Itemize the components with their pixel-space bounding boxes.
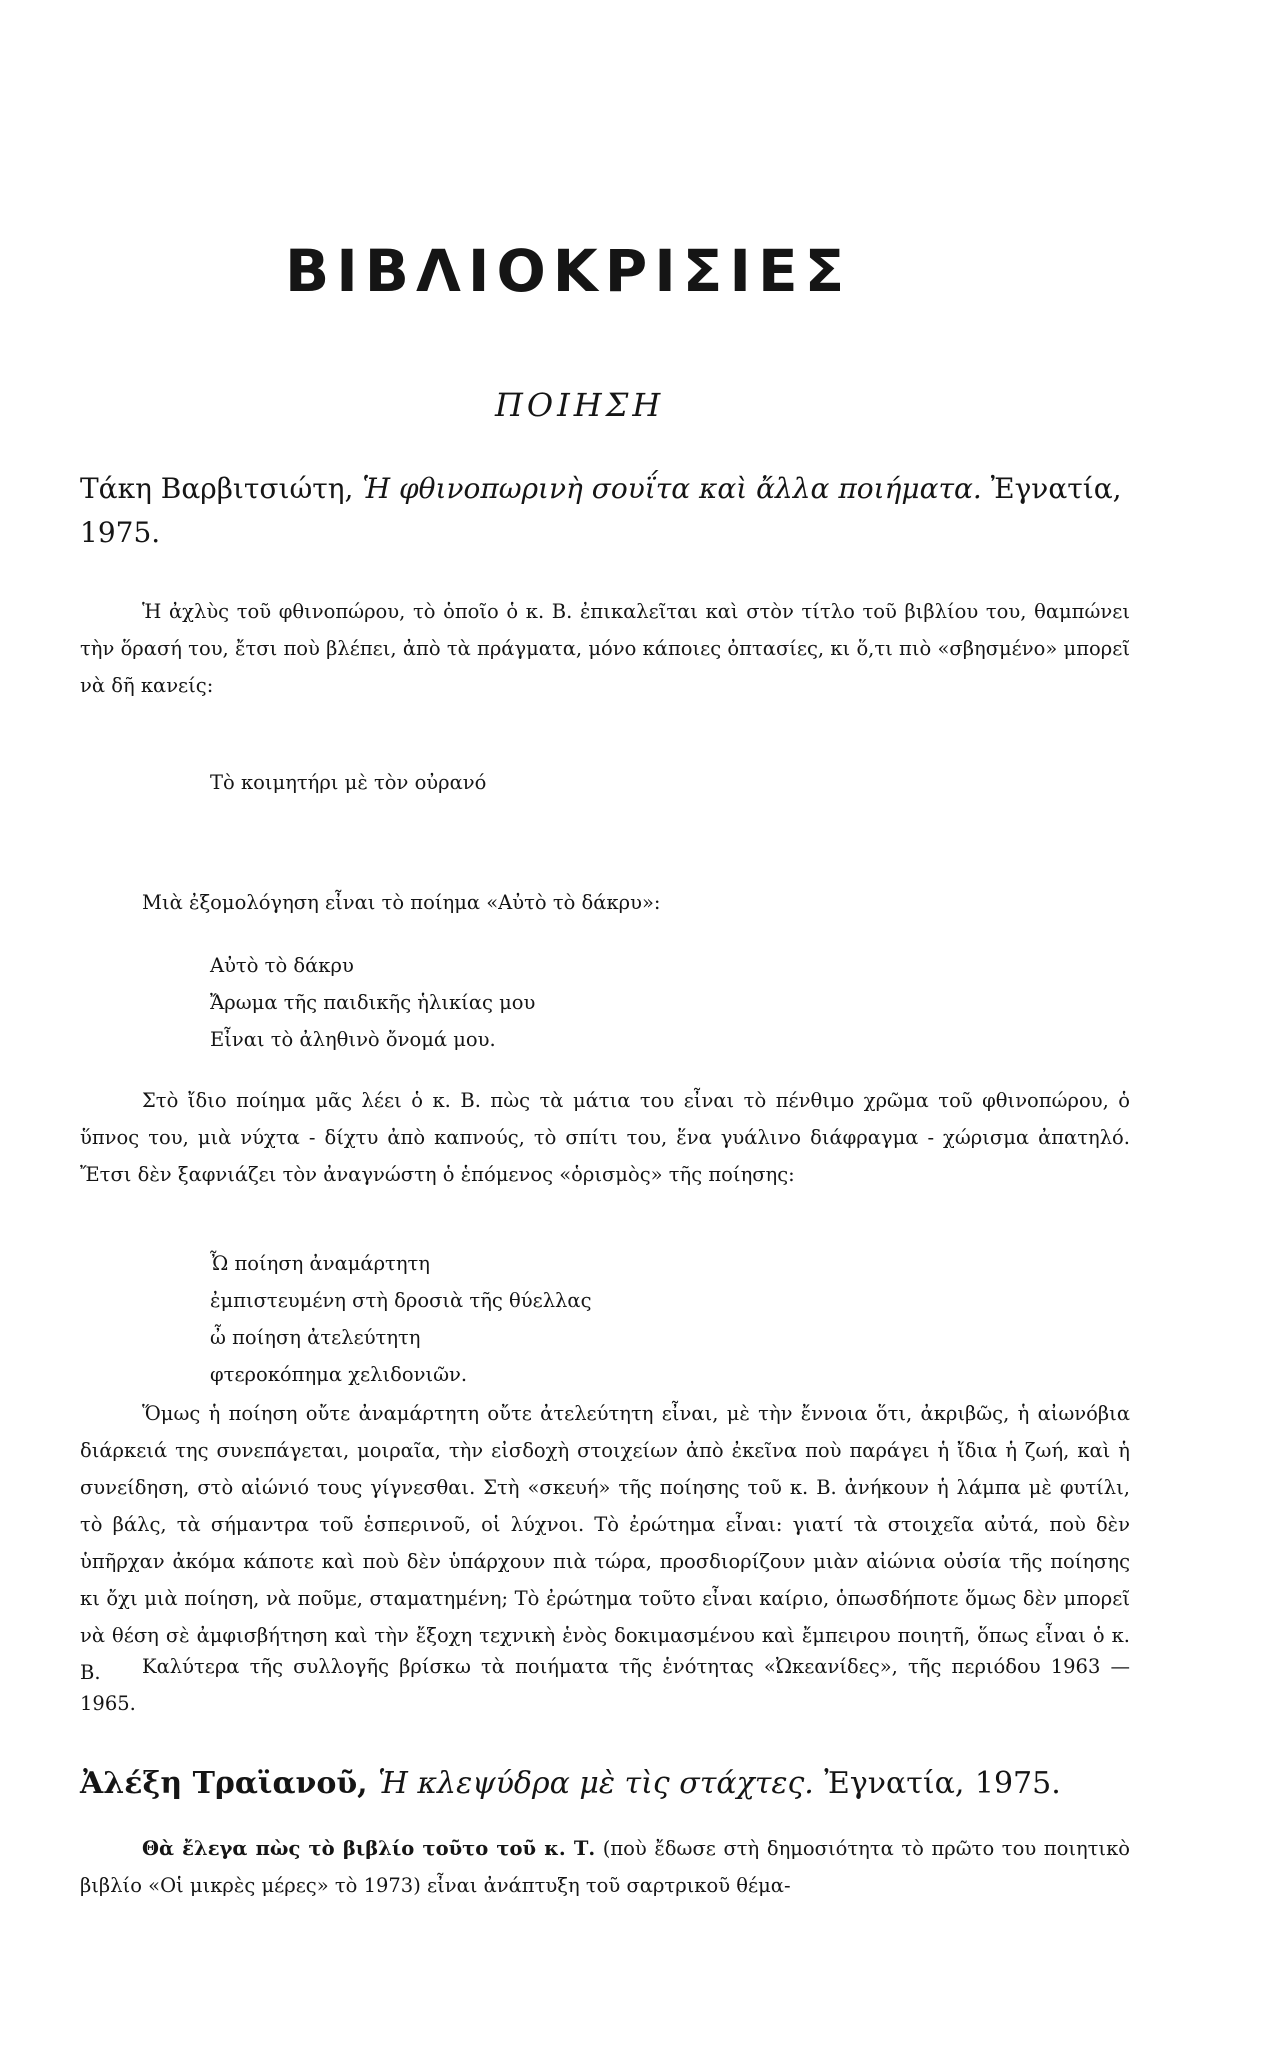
section-heading: ΠΟΙΗΣΗ [495,386,665,424]
book-page [80,0,1130,2048]
book-reference-2 [80,1762,1130,1806]
verse-line: Ἄρωμα τῆς παιδικῆς ἡλικίας μου [210,991,536,1014]
book-reference-1 [80,467,1130,555]
review-paragraph: Μιὰ ἐξομολόγηση εἶναι τὸ ποίημα «Αὐτὸ τὸ δάκρυ»: [142,891,661,914]
author-name: Τάκη Βαρβιτσιώτη, [80,472,354,505]
author-name: Ἀλέξη Τραϊανοῦ, [80,1766,368,1801]
publisher: Ἐγνατία, [824,1766,965,1801]
verse-line: ἐμπιστευμένη στὴ δροσιὰ τῆς θύελλας [210,1289,592,1312]
poem-stanza [210,947,1010,1058]
review-paragraph [80,1830,1130,1904]
verse-line: ὦ ποίηση ἀτελεύτητη [210,1326,421,1349]
paragraph-text: (ποὺ ἔδωσε στὴ δημοσιότητα τὸ πρῶτο του ποιητικὸ βιβλίο «Οἱ μικρὲς μέρες» τὸ 1973) εἶναι ἀνάπτυξη τοῦ σαρτρικοῦ θέμα- [80,1837,1131,1897]
publisher: Ἐγνατία, [990,472,1122,505]
verse-line: φτεροκόπημα χελιδονιῶν. [210,1363,468,1386]
book-title: Ἡ φθινοπωρινὴ σουΐτα καὶ ἄλλα ποιήματα. [362,472,982,505]
review-paragraph: Στὸ ἴδιο ποίημα μᾶς λέει ὁ κ. Β. πὼς τὰ μάτια του εἶναι τὸ πένθιμο χρῶμα τοῦ φθινοπώρου, ὁ ὕπνος του, μιὰ νύχτα - δίχτυ ἀπὸ καπνούς, τὸ σπίτι του, ἕνα γυάλινο διάφραγμα - χώρισμα ἀπατηλό. Ἔτσι δὲν ξαφνιάζει τὸν ἀναγνώστη ὁ ἑπόμενος «ὁρισμὸς» τῆς ποίησης: [80,1089,1130,1186]
page-title: ΒΙΒΛΙΟΚΡΙΣΙΕΣ [285,237,852,305]
verse-line: Ὦ ποίηση ἀναμάρτητη [210,1252,430,1275]
review-paragraph: Ὅμως ἡ ποίηση οὔτε ἀναμάρτητη οὔτε ἀτελεύτητη εἶναι, μὲ τὴν ἔννοια ὅτι, ἀκριβῶς, ἡ αἰωνόβια διάρκειά της συνεπάγεται, μοιραῖα, τὴν εἰσδοχὴ στοιχείων ἀπὸ ἐκεῖνα ποὺ παράγει ἡ ἴδια ἡ ζωή, καὶ ἡ συνείδηση, στὸ αἰώνιό τους γίγνεσθαι. Στὴ «σκευή» τῆς ποίησης τοῦ κ. Β. ἀνήκουν ἡ λάμπα μὲ φυτίλι, τὸ βάλς, τὰ σήμαντρα τοῦ ἑσπερινοῦ, οἱ λύχνοι. Τὸ ἐρώτημα εἶναι: γιατί τὰ στοιχεῖα αὐτά, ποὺ δὲν ὑπῆρχαν ἀκόμα κάποτε καὶ ποὺ δὲν ὑπάρχουν πιὰ τώρα, προσδιορίζουν μιὰν αἰώνια οὐσία τῆς ποίησης κι ὄχι μιὰ ποίηση, νὰ ποῦμε, σταματημένη; Τὸ ἐρώτημα τοῦτο εἶναι καίριο, ὁπωσδήποτε ὅμως δὲν μπορεῖ νὰ θέση σὲ ἀμφισβήτηση καὶ τὴν ἔξοχη τεχνικὴ ἑνὸς δοκιμασμένου καὶ ἔμπειρου ποιητῆ, ὅπως εἶναι ὁ κ. Β. [80,1402,1130,1684]
review-paragraph: Καλύτερα τῆς συλλογῆς βρίσκω τὰ ποιήματα τῆς ἑνότητας «Ὠκεανίδες», τῆς περιόδου 1963 — 1965. [80,1655,1130,1715]
year: 1975. [80,516,161,549]
opening-phrase: Θὰ ἔλεγα πὼς τὸ βιβλίο τοῦτο τοῦ κ. Τ. [142,1837,596,1860]
year: 1975. [974,1766,1061,1801]
poem-stanza [210,1245,1010,1393]
quoted-verse: Τὸ κοιμητήρι μὲ τὸν οὐρανό [210,771,487,794]
book-title: Ἡ κλεψύδρα μὲ τὶς στάχτες. [378,1766,814,1801]
verse-line: Εἶναι τὸ ἀληθινὸ ὄνομά μου. [210,1028,496,1051]
review-paragraph: Ἡ ἀχλὺς τοῦ φθινοπώρου, τὸ ὁποῖο ὁ κ. Β. ἐπικαλεῖται καὶ στὸν τίτλο τοῦ βιβλίου του, θαμπώνει τὴν ὅρασή του, ἔτσι ποὺ βλέπει, ἀπὸ τὰ πράγματα, μόνο κάποιες ὀπτασίες, κι ὅ,τι πιὸ «σβησμένο» μπορεῖ νὰ δῆ κανείς: [80,600,1130,697]
verse-line: Αὐτὸ τὸ δάκρυ [210,954,354,977]
